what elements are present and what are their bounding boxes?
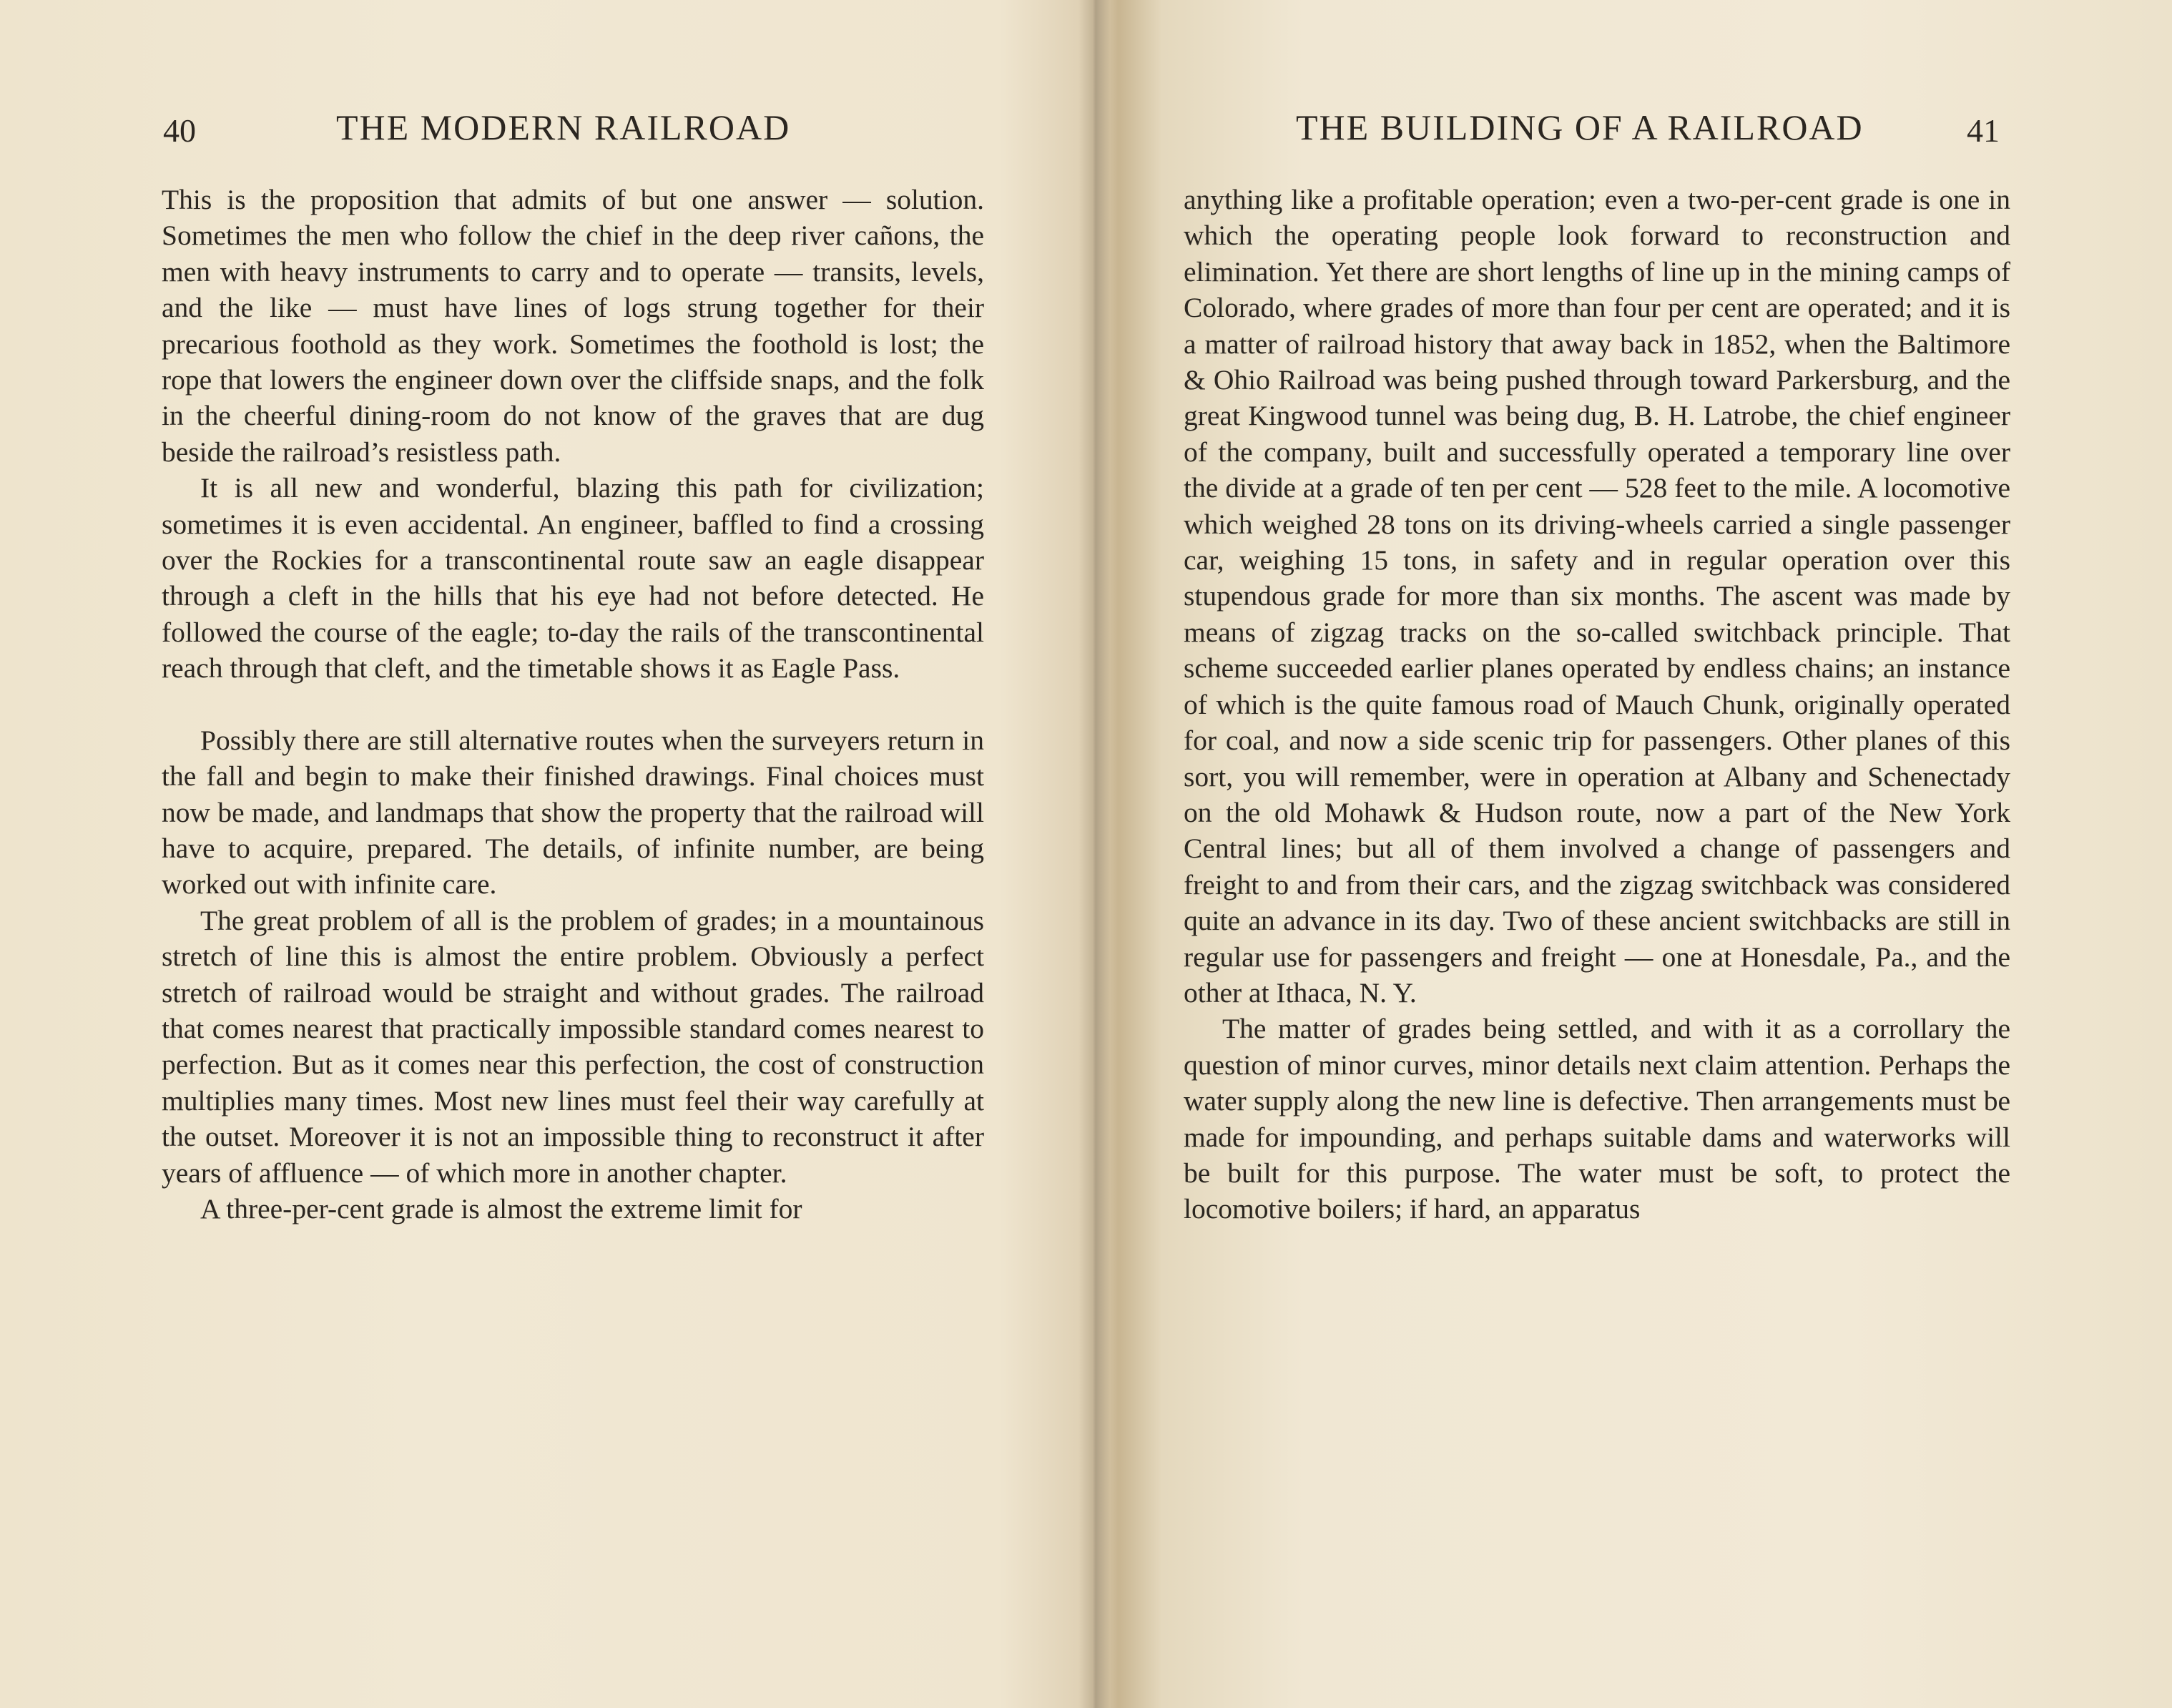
left-paragraph-5: A three-per-cent grade is almost the extreme limit for xyxy=(200,1192,802,1224)
right-text-column xyxy=(1184,182,2010,1227)
left-paragraph-3: Possibly there are still alternative routes when the surveyers return in the fall and begin to make their finished drawings. Final choices must now be made, and landmaps that show the property that the railroad will have to acquire, prepared. The details, of infinite number, are being worked out with infinite care. xyxy=(162,724,984,900)
left-text-column xyxy=(162,182,984,1227)
right-page-number: 41 xyxy=(1967,112,2000,149)
left-paragraph-4: The great problem of all is the problem of grades; in a mountainous stretch of line this is almost the entire problem. Obviously a perfect stretch of railroad would be straight and without grades. The railroad that comes nearest that practically impossible standard comes nearest to perfection. But as it comes near this perfection, the cost of construction multiplies many times. Most new lines must feel their way carefully at the outset. Moreover it is not an impossible thing to reconstruct it after years of affluence — of which more in another chapter. xyxy=(162,904,984,1189)
right-paragraph-2: The matter of grades being settled, and with it as a corrollary the question of minor curves, minor details next claim attention. Perhaps the water supply along the new line is defective. Then arrangements must be made for impounding, and perhaps suitable dams and waterworks will be built for this purpose. The water must be soft, to protect the locomotive boilers; if hard, an apparatus xyxy=(1184,1013,2010,1225)
right-page xyxy=(1086,0,2172,1708)
left-paragraph-2: It is all new and wonderful, blazing this path for civilization; sometimes it is even accidental. An engineer, baffled to find a crossing over the Rockies for a transcontinental route saw an eagle disappear through a cleft in the hills that his eye had not before detected. He followed the course of the eagle; to-day the rails of the transcontinental reach through that cleft, and the timetable shows it as Eagle Pass. xyxy=(162,472,984,684)
left-running-head: THE MODERN RAILROAD xyxy=(336,107,791,147)
right-running-head: THE BUILDING OF A RAILROAD xyxy=(1296,107,1864,147)
left-paragraph-1: This is the proposition that admits of but one answer — solution. Sometimes the men who follow the chief in the deep river cañons, the men with heavy instruments to carry and to operate — transits, levels, and the like — must have lines of logs strung together for their precarious foothold as they work. Sometimes the foothold is lost; the rope that lowers the engineer down over the cliffside snaps, and the folk in the cheerful dining-room do not know of the graves that are dug beside the railroad’s resistless path. xyxy=(162,184,984,468)
left-page-number: 40 xyxy=(163,112,196,149)
right-paragraph-1: anything like a profitable operation; even a two-per-cent grade is one in which the operating people look forward to reconstruction and elimination. Yet there are short lengths of line up in the mining camps of Colorado, where grades of more than four per cent are operated; and it is a matter of railroad history that away back in 1852, when the Baltimore & Ohio Railroad was being pushed through toward Parkersburg, and the great Kingwood tunnel was being dug, B. H. Latrobe, the chief engineer of the company, built and successfully operated a temporary line over the divide at a grade of ten per cent — 528 feet to the mile. A locomotive which weighed 28 tons on its driving-wheels carried a single passenger car, weighing 15 tons, in safety and in regular operation over this stupendous grade for more than six months. The ascent was made by means of zigzag tracks on the so-called switchback principle. That scheme succeeded earlier planes operated by endless chains; an instance of which is the quite famous road of Mauch Chunk, originally operated for coal, and now a side scenic trip for passengers. Other planes of this sort, you will remember, were in operation at Albany and Schenectady on the old Mohawk & Hudson route, now a part of the New York Central lines; but all of them involved a change of passengers and freight to and from their cars, and the zigzag switchback was considered quite an advance in its day. Two of these ancient switchbacks are still in regular use for passengers and freight — one at Honesdale, Pa., and the other at Ithaca, N. Y. xyxy=(1184,184,2010,1008)
